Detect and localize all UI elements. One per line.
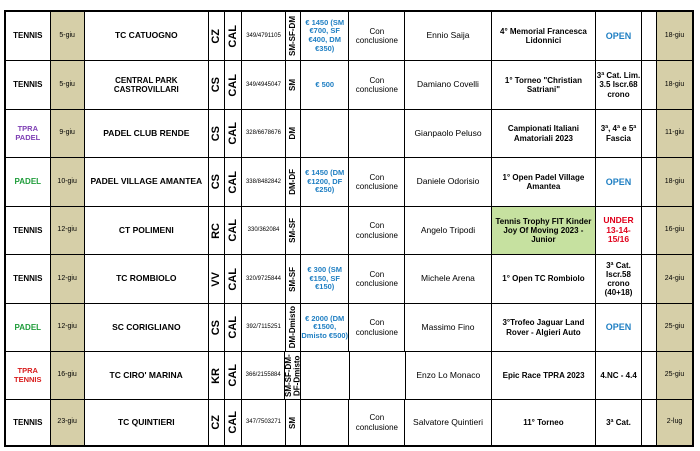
club-name-cell: SC CORIGLIANO <box>85 304 209 351</box>
end-date-cell: 18-giu <box>657 61 692 109</box>
club-name-cell: TC CIRO' MARINA <box>85 352 209 399</box>
province-cell-text: CS <box>210 174 223 190</box>
conclusion-cell: Con conclusione <box>349 12 405 60</box>
referee-cell: Gianpaolo Peluso <box>405 110 491 157</box>
category-cell <box>286 400 301 445</box>
category-cell <box>286 12 301 60</box>
discipline-cell: TPRA PADEL <box>6 110 51 157</box>
conclusion-cell: Con conclusione <box>349 400 405 445</box>
province-cell <box>209 352 225 399</box>
region-cell-text: CAL <box>226 364 239 387</box>
end-date-cell: 18-giu <box>657 158 692 206</box>
discipline-cell: TENNIS <box>6 400 51 445</box>
spacer-cell <box>642 304 657 351</box>
discipline-cell: TPRA TENNIS <box>6 352 51 399</box>
conclusion-cell: Con conclusione <box>349 255 405 303</box>
province-cell-text: KR <box>209 367 222 384</box>
category-cell <box>286 255 301 303</box>
referee-cell: Massimo Fino <box>405 304 491 351</box>
start-date-cell: 23-giu <box>51 400 85 445</box>
phone-cell: 328/6678676 <box>242 110 286 157</box>
limit-cell: 4.NC - 4.4 <box>596 352 641 399</box>
region-cell <box>225 207 242 254</box>
limit-cell: 3ª Cat. Lim. 3.5 Iscr.68 crono <box>596 61 642 109</box>
table-row <box>6 352 692 400</box>
region-cell <box>225 304 242 351</box>
phone-cell: 349/4945047 <box>242 61 286 109</box>
province-cell <box>209 400 225 445</box>
category-cell-text: SM-SF-DM <box>287 16 297 56</box>
table-row <box>6 12 692 61</box>
conclusion-cell: Con conclusione <box>349 61 405 109</box>
conclusion-cell: Con conclusione <box>349 207 405 254</box>
conclusion-cell: Con conclusione <box>349 158 405 206</box>
province-cell-text: CZ <box>210 28 223 44</box>
region-cell <box>225 255 242 303</box>
start-date-cell: 12-giu <box>51 255 85 303</box>
start-date-cell: 5-giu <box>51 61 85 109</box>
end-date-cell: 2-lug <box>657 400 692 445</box>
limit-cell: OPEN <box>596 12 642 60</box>
prize-cell: € 1450 (DM €1200, DF €250) <box>301 158 349 206</box>
prize-cell: € 2000 (DM €1500, Dmisto €500) <box>301 304 349 351</box>
club-name-cell: TC CATUOGNO <box>85 12 209 60</box>
province-cell <box>209 207 225 254</box>
province-cell <box>209 61 225 109</box>
spacer-cell <box>642 207 657 254</box>
start-date-cell: 16-giu <box>51 352 85 399</box>
event-name-cell: Campionati Italiani Amatoriali 2023 <box>492 110 597 157</box>
table-row <box>6 61 692 110</box>
table-row <box>6 110 692 158</box>
spacer-cell <box>642 255 657 303</box>
prize-cell <box>301 207 349 254</box>
referee-cell: Salvatore Quintieri <box>405 400 491 445</box>
table-row <box>6 304 692 352</box>
event-name-cell: 1° Torneo "Christian Satriani" <box>492 61 597 109</box>
region-cell <box>225 352 242 399</box>
discipline-cell: TENNIS <box>6 255 51 303</box>
phone-cell: 366/2155884 <box>242 352 286 399</box>
discipline-cell: TENNIS <box>6 61 51 109</box>
region-cell <box>225 12 242 60</box>
event-name-cell: 1° Open Padel Village Amantea <box>492 158 597 206</box>
discipline-cell: TENNIS <box>6 12 51 60</box>
club-name-cell: CT POLIMENI <box>85 207 209 254</box>
event-name-cell: 3°Trofeo Jaguar Land Rover - Algieri Auto <box>492 304 597 351</box>
table-row <box>6 207 692 255</box>
prize-cell <box>301 400 349 445</box>
region-cell-text: CAL <box>226 316 239 339</box>
conclusion-cell: Con conclusione <box>349 304 405 351</box>
category-cell-text: SM-SF <box>287 218 297 243</box>
table-row <box>6 158 692 207</box>
limit-cell: OPEN <box>596 304 642 351</box>
limit-cell: OPEN <box>596 158 642 206</box>
limit-cell: 3ª Cat. Iscr.58 crono (40+18) <box>596 255 642 303</box>
start-date-cell: 10-giu <box>51 158 85 206</box>
phone-cell: 392/7115251 <box>242 304 286 351</box>
prize-cell: € 500 <box>301 61 349 109</box>
referee-cell: Damiano Covelli <box>405 61 491 109</box>
spacer-cell <box>642 12 657 60</box>
referee-cell: Ennio Saija <box>405 12 491 60</box>
end-date-cell: 25-giu <box>657 352 692 399</box>
province-cell-text: CS <box>210 125 223 142</box>
category-cell-text: DM-Dmisto <box>287 306 297 349</box>
conclusion-cell <box>349 110 405 157</box>
region-cell <box>225 110 242 157</box>
province-cell-text: RC <box>210 222 223 239</box>
club-name-cell: PADEL VILLAGE AMANTEA <box>85 158 209 206</box>
prize-cell <box>301 110 349 157</box>
province-cell-text: CS <box>210 319 223 336</box>
region-cell-text: CAL <box>226 170 239 194</box>
category-cell <box>286 110 301 157</box>
province-cell-text: VV <box>210 271 223 287</box>
event-name-cell: Epic Race TPRA 2023 <box>492 352 596 399</box>
limit-cell: 3ª Cat. <box>596 400 642 445</box>
region-cell <box>225 61 242 109</box>
tournament-table <box>4 10 694 447</box>
referee-cell: Angelo Tripodi <box>405 207 491 254</box>
category-cell <box>286 61 301 109</box>
event-name-cell: 11° Torneo <box>492 400 597 445</box>
region-cell-text: CAL <box>226 24 239 48</box>
event-name-cell: 4° Memorial Francesca Lidonnici <box>492 12 597 60</box>
category-cell-text: DM <box>287 127 297 140</box>
start-date-cell: 9-giu <box>51 110 85 157</box>
spacer-cell <box>642 61 657 109</box>
category-cell-text: SM-SF-DM-DF-Dmisto <box>283 354 301 397</box>
region-cell-text: CAL <box>226 73 239 97</box>
referee-cell: Michele Arena <box>405 255 491 303</box>
province-cell-text: CZ <box>210 415 223 430</box>
referee-cell: Daniele Odorisio <box>405 158 491 206</box>
spacer-cell <box>642 352 657 399</box>
spacer-cell <box>642 110 657 157</box>
region-cell <box>225 400 242 445</box>
region-cell-text: CAL <box>226 122 239 145</box>
phone-cell: 330/362084 <box>242 207 286 254</box>
discipline-cell: PADEL <box>6 304 51 351</box>
event-name-cell: 1° Open TC Rombiolo <box>492 255 597 303</box>
category-cell-text: DM-DF <box>287 169 297 195</box>
region-cell-text: CAL <box>226 267 239 291</box>
club-name-cell: TC ROMBIOLO <box>85 255 209 303</box>
prize-cell: € 300 (SM €150, SF €150) <box>301 255 349 303</box>
end-date-cell: 11-giu <box>657 110 692 157</box>
province-cell <box>209 304 225 351</box>
start-date-cell: 12-giu <box>51 304 85 351</box>
club-name-cell: CENTRAL PARK CASTROVILLARI <box>85 61 209 109</box>
region-cell <box>225 158 242 206</box>
region-cell-text: CAL <box>226 411 239 434</box>
spacer-cell <box>642 158 657 206</box>
category-cell <box>286 207 301 254</box>
club-name-cell: PADEL CLUB RENDE <box>85 110 209 157</box>
limit-cell: UNDER 13-14-15/16 <box>596 207 642 254</box>
club-name-cell: TC QUINTIERI <box>85 400 209 445</box>
province-cell <box>209 12 225 60</box>
province-cell <box>209 158 225 206</box>
province-cell <box>209 255 225 303</box>
category-cell-text: SM <box>287 79 297 91</box>
category-cell-text: SM <box>287 416 297 429</box>
category-cell <box>286 304 301 351</box>
category-cell <box>286 158 301 206</box>
table-row <box>6 400 692 445</box>
category-cell-text: SM-SF <box>287 266 297 292</box>
referee-cell: Enzo Lo Monaco <box>406 352 492 399</box>
phone-cell: 347/7503271 <box>242 400 286 445</box>
end-date-cell: 25-giu <box>657 304 692 351</box>
category-cell <box>285 352 301 399</box>
table-row <box>6 255 692 304</box>
phone-cell: 338/8482842 <box>242 158 286 206</box>
start-date-cell: 12-giu <box>51 207 85 254</box>
phone-cell: 349/4791105 <box>242 12 286 60</box>
region-cell-text: CAL <box>226 219 239 242</box>
conclusion-cell <box>350 352 406 399</box>
phone-cell: 320/9725844 <box>242 255 286 303</box>
prize-cell <box>301 352 349 399</box>
end-date-cell: 18-giu <box>657 12 692 60</box>
end-date-cell: 16-giu <box>657 207 692 254</box>
spacer-cell <box>642 400 657 445</box>
limit-cell: 3ª, 4ª e 5ª Fascia <box>596 110 642 157</box>
start-date-cell: 5-giu <box>51 12 85 60</box>
province-cell <box>209 110 225 157</box>
event-name-cell: Tennis Trophy FIT Kinder Joy Of Moving 2023 - Junior <box>492 207 597 254</box>
discipline-cell: TENNIS <box>6 207 51 254</box>
prize-cell: € 1450 (SM €700, SF €400, DM €350) <box>301 12 349 60</box>
province-cell-text: CS <box>210 77 223 93</box>
discipline-cell: PADEL <box>6 158 51 206</box>
end-date-cell: 24-giu <box>657 255 692 303</box>
